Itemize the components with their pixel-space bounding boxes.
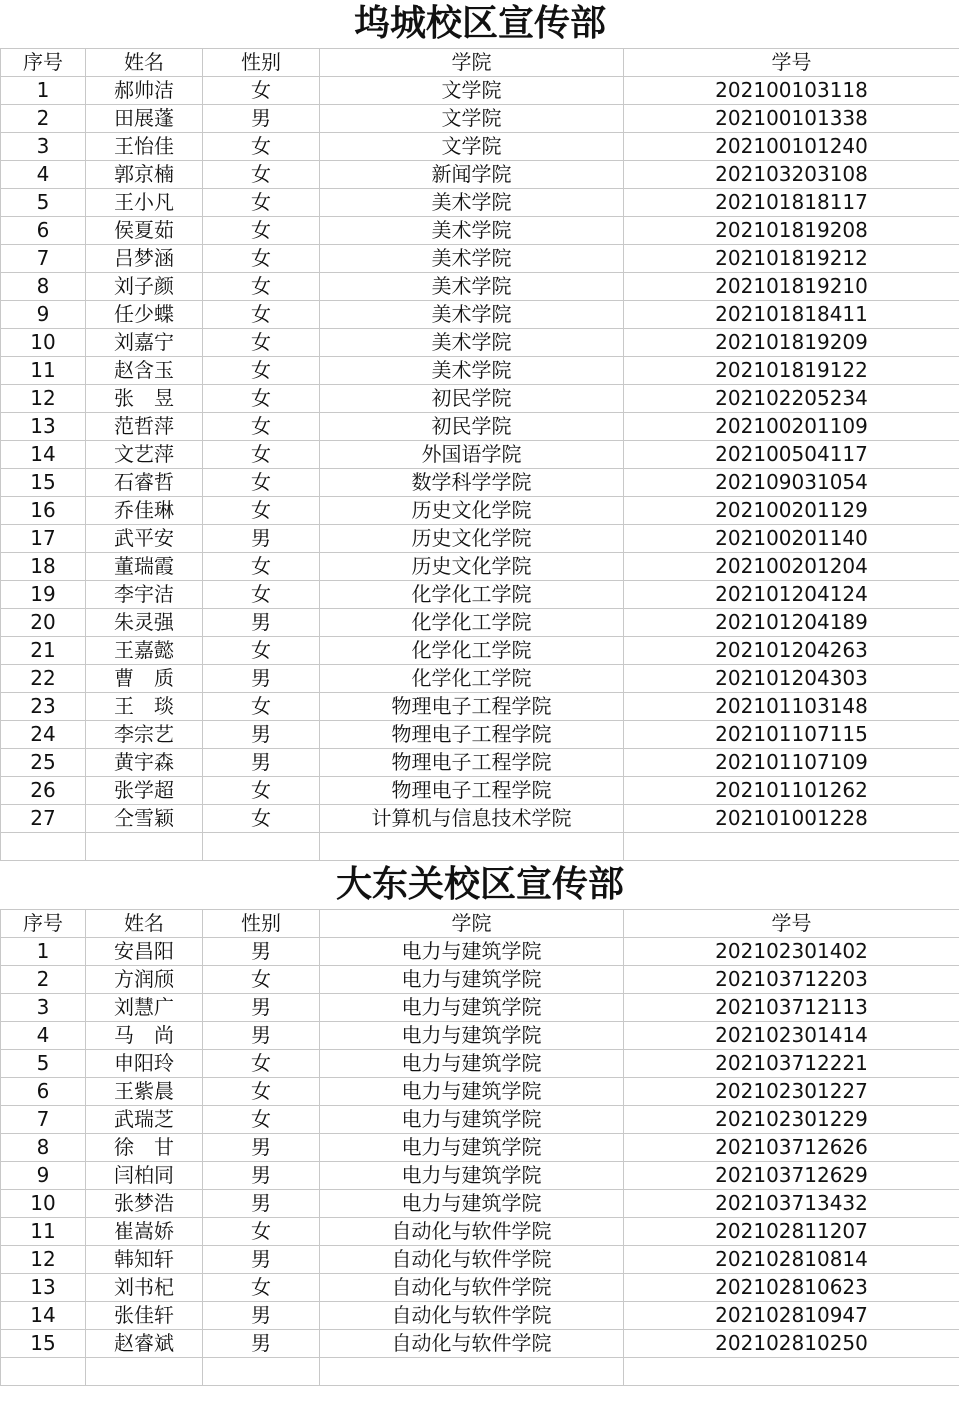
table-row (1, 581, 959, 609)
table-row (1, 1218, 959, 1246)
cell-index[interactable]: 11 (1, 1218, 86, 1246)
cell-gender[interactable]: 男 (203, 721, 320, 749)
cell-name[interactable]: 田展蓬 (86, 105, 203, 133)
cell-name[interactable]: 刘书杞 (86, 1274, 203, 1302)
cell-name[interactable]: 赵含玉 (86, 357, 203, 385)
cell-gender[interactable]: 女 (203, 1050, 320, 1078)
cell-name[interactable]: 黄宇森 (86, 749, 203, 777)
cell-college[interactable]: 数学科学学院 (320, 469, 624, 497)
cell-college[interactable]: 美术学院 (320, 245, 624, 273)
cell-name[interactable]: 刘慧广 (86, 994, 203, 1022)
cell-name[interactable]: 徐 甘 (86, 1134, 203, 1162)
cell-student-id[interactable]: 202103712221 (624, 1050, 959, 1078)
section-title: 大东关校区宣传部 (1, 861, 959, 910)
cell-college[interactable]: 电力与建筑学院 (320, 938, 624, 966)
cell-gender[interactable]: 女 (203, 189, 320, 217)
cell-student-id[interactable]: 202103712626 (624, 1134, 959, 1162)
cell-index[interactable]: 5 (1, 1050, 86, 1078)
table-row (1, 637, 959, 665)
section-title-row (1, 861, 959, 910)
table-row (1, 273, 959, 301)
cell-college[interactable]: 电力与建筑学院 (320, 966, 624, 994)
cell-index[interactable]: 9 (1, 301, 86, 329)
cell-gender[interactable]: 男 (203, 1246, 320, 1274)
cell-student-id[interactable]: 202101819208 (624, 217, 959, 245)
cell-name[interactable]: 王 琰 (86, 693, 203, 721)
cell-college[interactable]: 化学化工学院 (320, 665, 624, 693)
cell-student-id[interactable]: 202100101240 (624, 133, 959, 161)
table-row (1, 329, 959, 357)
cell-index[interactable]: 16 (1, 497, 86, 525)
header-college[interactable]: 学院 (320, 910, 624, 938)
cell-college[interactable]: 历史文化学院 (320, 553, 624, 581)
cell-name[interactable]: 郝帅洁 (86, 77, 203, 105)
header-row (1, 910, 959, 938)
cell-index[interactable]: 27 (1, 805, 86, 833)
table-row (1, 133, 959, 161)
header-gender[interactable]: 性别 (203, 910, 320, 938)
cell-name[interactable]: 方润颀 (86, 966, 203, 994)
header-index[interactable]: 序号 (1, 49, 86, 77)
cell-college[interactable]: 化学化工学院 (320, 581, 624, 609)
cell-college[interactable]: 电力与建筑学院 (320, 1190, 624, 1218)
cell-gender[interactable]: 男 (203, 1190, 320, 1218)
table-row (1, 994, 959, 1022)
cell-college[interactable]: 自动化与软件学院 (320, 1218, 624, 1246)
cell-index[interactable]: 21 (1, 637, 86, 665)
cell-name[interactable]: 张佳轩 (86, 1302, 203, 1330)
table-row (1, 1162, 959, 1190)
cell-student-id[interactable]: 202101001228 (624, 805, 959, 833)
table-row (1, 1134, 959, 1162)
table-row (1, 609, 959, 637)
cell-student-id[interactable]: 202103713432 (624, 1190, 959, 1218)
cell-student-id[interactable]: 202101204189 (624, 609, 959, 637)
cell-student-id[interactable]: 202100201109 (624, 413, 959, 441)
cell-index[interactable]: 22 (1, 665, 86, 693)
cell-college[interactable]: 新闻学院 (320, 161, 624, 189)
cell-student-id[interactable]: 202101819212 (624, 245, 959, 273)
cell-student-id[interactable]: 202100201129 (624, 497, 959, 525)
cell-student-id[interactable]: 202103712113 (624, 994, 959, 1022)
table-row (1, 245, 959, 273)
cell-student-id[interactable]: 202102205234 (624, 385, 959, 413)
empty-row (1, 833, 959, 861)
cell-index[interactable]: 3 (1, 133, 86, 161)
cell-gender[interactable]: 女 (203, 469, 320, 497)
cell-gender[interactable]: 女 (203, 966, 320, 994)
cell-gender[interactable]: 女 (203, 1106, 320, 1134)
cell-index[interactable]: 24 (1, 721, 86, 749)
table-row (1, 1274, 959, 1302)
table-row (1, 1078, 959, 1106)
cell-student-id[interactable]: 202102810947 (624, 1302, 959, 1330)
cell-college[interactable]: 自动化与软件学院 (320, 1246, 624, 1274)
cell-gender[interactable]: 女 (203, 441, 320, 469)
cell-college[interactable]: 初民学院 (320, 413, 624, 441)
cell-gender[interactable]: 女 (203, 385, 320, 413)
empty-cell[interactable] (1, 1358, 86, 1386)
cell-index[interactable]: 12 (1, 1246, 86, 1274)
cell-name[interactable]: 仝雪颖 (86, 805, 203, 833)
cell-college[interactable]: 电力与建筑学院 (320, 1050, 624, 1078)
cell-index[interactable]: 8 (1, 1134, 86, 1162)
table-row (1, 497, 959, 525)
cell-index[interactable]: 18 (1, 553, 86, 581)
cell-college[interactable]: 物理电子工程学院 (320, 721, 624, 749)
cell-college[interactable]: 外国语学院 (320, 441, 624, 469)
cell-college[interactable]: 美术学院 (320, 329, 624, 357)
cell-gender[interactable]: 女 (203, 413, 320, 441)
header-name[interactable]: 姓名 (86, 49, 203, 77)
cell-gender[interactable]: 女 (203, 553, 320, 581)
cell-name[interactable]: 崔嵩娇 (86, 1218, 203, 1246)
cell-name[interactable]: 张 昱 (86, 385, 203, 413)
cell-gender[interactable]: 男 (203, 938, 320, 966)
cell-college[interactable]: 美术学院 (320, 189, 624, 217)
table-row (1, 749, 959, 777)
cell-gender[interactable]: 女 (203, 581, 320, 609)
cell-index[interactable]: 20 (1, 609, 86, 637)
cell-index[interactable]: 1 (1, 938, 86, 966)
cell-name[interactable]: 安昌阳 (86, 938, 203, 966)
cell-gender[interactable]: 男 (203, 749, 320, 777)
table-row (1, 777, 959, 805)
header-student-id[interactable]: 学号 (624, 910, 959, 938)
cell-college[interactable]: 计算机与信息技术学院 (320, 805, 624, 833)
table-row (1, 189, 959, 217)
cell-index[interactable]: 19 (1, 581, 86, 609)
cell-index[interactable]: 15 (1, 469, 86, 497)
cell-index[interactable]: 9 (1, 1162, 86, 1190)
cell-college[interactable]: 美术学院 (320, 301, 624, 329)
empty-cell[interactable] (203, 833, 320, 861)
cell-name[interactable]: 王紫晨 (86, 1078, 203, 1106)
cell-gender[interactable]: 女 (203, 161, 320, 189)
cell-student-id[interactable]: 202102810814 (624, 1246, 959, 1274)
table-row (1, 105, 959, 133)
cell-college[interactable]: 文学院 (320, 105, 624, 133)
cell-name[interactable]: 张学超 (86, 777, 203, 805)
table-row (1, 1106, 959, 1134)
cell-gender[interactable]: 男 (203, 1134, 320, 1162)
cell-student-id[interactable]: 202101204303 (624, 665, 959, 693)
cell-college[interactable]: 自动化与软件学院 (320, 1302, 624, 1330)
table-row (1, 77, 959, 105)
cell-name[interactable]: 申阳玲 (86, 1050, 203, 1078)
cell-name[interactable]: 李宗艺 (86, 721, 203, 749)
cell-name[interactable]: 闫柏同 (86, 1162, 203, 1190)
section-title: 坞城校区宣传部 (1, 0, 959, 49)
cell-name[interactable]: 张梦浩 (86, 1190, 203, 1218)
table-row (1, 693, 959, 721)
cell-gender[interactable]: 女 (203, 777, 320, 805)
cell-gender[interactable]: 女 (203, 693, 320, 721)
cell-student-id[interactable]: 202102301229 (624, 1106, 959, 1134)
cell-student-id[interactable]: 202102810250 (624, 1330, 959, 1358)
cell-gender[interactable]: 女 (203, 637, 320, 665)
cell-name[interactable]: 刘子颜 (86, 273, 203, 301)
section-title-row (1, 0, 959, 49)
cell-student-id[interactable]: 202101818117 (624, 189, 959, 217)
cell-college[interactable]: 电力与建筑学院 (320, 1106, 624, 1134)
empty-cell[interactable] (86, 833, 203, 861)
table-row (1, 301, 959, 329)
cell-name[interactable]: 郭京楠 (86, 161, 203, 189)
table-row (1, 385, 959, 413)
cell-name[interactable]: 王嘉懿 (86, 637, 203, 665)
cell-gender[interactable]: 女 (203, 805, 320, 833)
cell-college[interactable]: 美术学院 (320, 217, 624, 245)
cell-college[interactable]: 自动化与软件学院 (320, 1330, 624, 1358)
table-row (1, 441, 959, 469)
cell-college[interactable]: 文学院 (320, 133, 624, 161)
cell-index[interactable]: 7 (1, 245, 86, 273)
table-row (1, 721, 959, 749)
cell-name[interactable]: 石睿哲 (86, 469, 203, 497)
cell-name[interactable]: 董瑞霞 (86, 553, 203, 581)
header-college[interactable]: 学院 (320, 49, 624, 77)
empty-cell[interactable] (320, 833, 624, 861)
table-row (1, 357, 959, 385)
cell-college[interactable]: 美术学院 (320, 273, 624, 301)
empty-cell[interactable] (320, 1358, 624, 1386)
header-index[interactable]: 序号 (1, 910, 86, 938)
table-row (1, 1190, 959, 1218)
cell-gender[interactable]: 女 (203, 357, 320, 385)
cell-student-id[interactable]: 202101818411 (624, 301, 959, 329)
table-row (1, 413, 959, 441)
cell-student-id[interactable]: 202101107109 (624, 749, 959, 777)
cell-gender[interactable]: 女 (203, 217, 320, 245)
cell-student-id[interactable]: 202102301414 (624, 1022, 959, 1050)
cell-index[interactable]: 17 (1, 525, 86, 553)
cell-college[interactable]: 初民学院 (320, 385, 624, 413)
cell-name[interactable]: 武平安 (86, 525, 203, 553)
cell-gender[interactable]: 男 (203, 525, 320, 553)
cell-college[interactable]: 电力与建筑学院 (320, 1162, 624, 1190)
cell-student-id[interactable]: 202103712203 (624, 966, 959, 994)
cell-student-id[interactable]: 202103712629 (624, 1162, 959, 1190)
cell-gender[interactable]: 女 (203, 1218, 320, 1246)
cell-index[interactable]: 13 (1, 413, 86, 441)
cell-college[interactable]: 电力与建筑学院 (320, 1134, 624, 1162)
cell-gender[interactable]: 女 (203, 133, 320, 161)
cell-gender[interactable]: 男 (203, 1302, 320, 1330)
cell-gender[interactable]: 男 (203, 994, 320, 1022)
cell-college[interactable]: 历史文化学院 (320, 497, 624, 525)
cell-name[interactable]: 朱灵强 (86, 609, 203, 637)
cell-college[interactable]: 物理电子工程学院 (320, 777, 624, 805)
cell-student-id[interactable]: 202101103148 (624, 693, 959, 721)
table-row (1, 1022, 959, 1050)
cell-name[interactable]: 任少蝶 (86, 301, 203, 329)
cell-index[interactable]: 4 (1, 161, 86, 189)
cell-index[interactable]: 2 (1, 105, 86, 133)
cell-name[interactable]: 武瑞芝 (86, 1106, 203, 1134)
cell-student-id[interactable]: 202100101338 (624, 105, 959, 133)
cell-index[interactable]: 15 (1, 1330, 86, 1358)
cell-index[interactable]: 14 (1, 441, 86, 469)
cell-index[interactable]: 7 (1, 1106, 86, 1134)
cell-gender[interactable]: 男 (203, 609, 320, 637)
empty-cell[interactable] (1, 833, 86, 861)
cell-student-id[interactable]: 202100103118 (624, 77, 959, 105)
cell-gender[interactable]: 女 (203, 301, 320, 329)
cell-index[interactable]: 4 (1, 1022, 86, 1050)
cell-college[interactable]: 历史文化学院 (320, 525, 624, 553)
cell-gender[interactable]: 男 (203, 1330, 320, 1358)
table-row (1, 805, 959, 833)
cell-index[interactable]: 10 (1, 329, 86, 357)
cell-index[interactable]: 1 (1, 77, 86, 105)
cell-student-id[interactable]: 202109031054 (624, 469, 959, 497)
empty-cell[interactable] (203, 1358, 320, 1386)
cell-name[interactable]: 马 尚 (86, 1022, 203, 1050)
cell-student-id[interactable]: 202101819209 (624, 329, 959, 357)
cell-gender[interactable]: 男 (203, 665, 320, 693)
table-row (1, 1050, 959, 1078)
cell-gender[interactable]: 女 (203, 273, 320, 301)
cell-index[interactable]: 10 (1, 1190, 86, 1218)
cell-gender[interactable]: 女 (203, 329, 320, 357)
cell-index[interactable]: 14 (1, 1302, 86, 1330)
cell-gender[interactable]: 男 (203, 1022, 320, 1050)
table-row (1, 1330, 959, 1358)
cell-name[interactable]: 吕梦涵 (86, 245, 203, 273)
cell-college[interactable]: 电力与建筑学院 (320, 994, 624, 1022)
cell-college[interactable]: 电力与建筑学院 (320, 1078, 624, 1106)
cell-name[interactable]: 侯夏茹 (86, 217, 203, 245)
header-student-id[interactable]: 学号 (624, 49, 959, 77)
cell-index[interactable]: 6 (1, 1078, 86, 1106)
cell-student-id[interactable]: 202101819122 (624, 357, 959, 385)
cell-college[interactable]: 自动化与软件学院 (320, 1274, 624, 1302)
table-row (1, 553, 959, 581)
cell-college[interactable]: 化学化工学院 (320, 637, 624, 665)
cell-student-id[interactable]: 202101107115 (624, 721, 959, 749)
cell-index[interactable]: 2 (1, 966, 86, 994)
cell-name[interactable]: 曹 质 (86, 665, 203, 693)
cell-gender[interactable]: 男 (203, 1162, 320, 1190)
empty-cell[interactable] (624, 833, 959, 861)
cell-student-id[interactable]: 202100201204 (624, 553, 959, 581)
cell-student-id[interactable]: 202102811207 (624, 1218, 959, 1246)
table-row (1, 938, 959, 966)
cell-student-id[interactable]: 202100201140 (624, 525, 959, 553)
header-name[interactable]: 姓名 (86, 910, 203, 938)
roster-body (1, 0, 959, 1386)
cell-college[interactable]: 美术学院 (320, 357, 624, 385)
cell-index[interactable]: 8 (1, 273, 86, 301)
cell-index[interactable]: 23 (1, 693, 86, 721)
cell-student-id[interactable]: 202101101262 (624, 777, 959, 805)
table-row (1, 1246, 959, 1274)
cell-student-id[interactable]: 202100504117 (624, 441, 959, 469)
empty-cell[interactable] (86, 1358, 203, 1386)
cell-gender[interactable]: 女 (203, 77, 320, 105)
table-row (1, 1302, 959, 1330)
table-row (1, 966, 959, 994)
cell-name[interactable]: 乔佳琳 (86, 497, 203, 525)
cell-gender[interactable]: 女 (203, 1078, 320, 1106)
cell-name[interactable]: 文艺萍 (86, 441, 203, 469)
cell-student-id[interactable]: 202102301227 (624, 1078, 959, 1106)
table-row (1, 217, 959, 245)
cell-college[interactable]: 电力与建筑学院 (320, 1022, 624, 1050)
cell-student-id[interactable]: 202101204124 (624, 581, 959, 609)
cell-name[interactable]: 刘嘉宁 (86, 329, 203, 357)
cell-gender[interactable]: 女 (203, 1274, 320, 1302)
cell-index[interactable]: 11 (1, 357, 86, 385)
cell-name[interactable]: 王小凡 (86, 189, 203, 217)
empty-cell[interactable] (624, 1358, 959, 1386)
cell-index[interactable]: 6 (1, 217, 86, 245)
cell-college[interactable]: 化学化工学院 (320, 609, 624, 637)
cell-index[interactable]: 26 (1, 777, 86, 805)
cell-student-id[interactable]: 202102301402 (624, 938, 959, 966)
cell-gender[interactable]: 女 (203, 497, 320, 525)
cell-name[interactable]: 赵睿斌 (86, 1330, 203, 1358)
cell-index[interactable]: 5 (1, 189, 86, 217)
cell-student-id[interactable]: 202101204263 (624, 637, 959, 665)
cell-index[interactable]: 12 (1, 385, 86, 413)
cell-name[interactable]: 李宇洁 (86, 581, 203, 609)
empty-row (1, 1358, 959, 1386)
cell-name[interactable]: 范哲萍 (86, 413, 203, 441)
cell-name[interactable]: 韩知轩 (86, 1246, 203, 1274)
cell-college[interactable]: 物理电子工程学院 (320, 749, 624, 777)
cell-index[interactable]: 25 (1, 749, 86, 777)
cell-name[interactable]: 王怡佳 (86, 133, 203, 161)
table-row (1, 469, 959, 497)
header-row (1, 49, 959, 77)
cell-college[interactable]: 物理电子工程学院 (320, 693, 624, 721)
cell-college[interactable]: 文学院 (320, 77, 624, 105)
cell-student-id[interactable]: 202102810623 (624, 1274, 959, 1302)
table-row (1, 525, 959, 553)
cell-student-id[interactable]: 202101819210 (624, 273, 959, 301)
cell-student-id[interactable]: 202103203108 (624, 161, 959, 189)
table-row (1, 161, 959, 189)
cell-index[interactable]: 3 (1, 994, 86, 1022)
table-row (1, 665, 959, 693)
cell-gender[interactable]: 男 (203, 105, 320, 133)
header-gender[interactable]: 性别 (203, 49, 320, 77)
cell-index[interactable]: 13 (1, 1274, 86, 1302)
cell-gender[interactable]: 女 (203, 245, 320, 273)
